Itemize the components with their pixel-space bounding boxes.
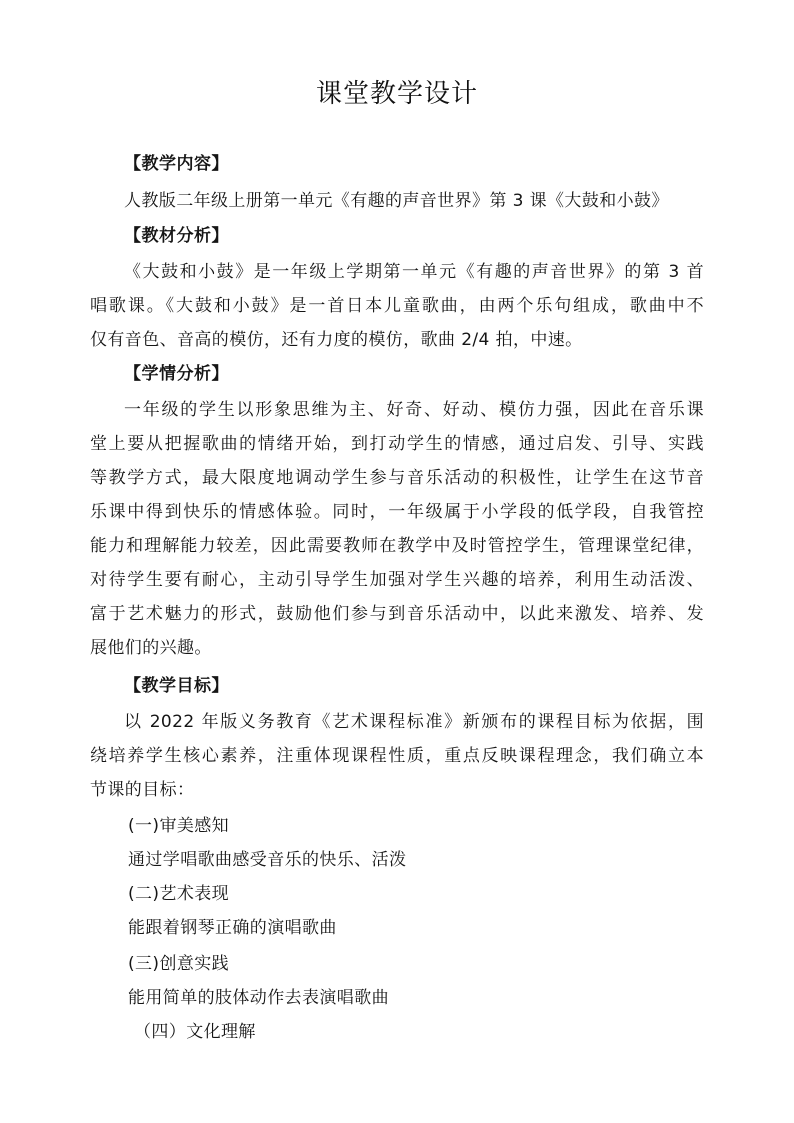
paragraph-line: 一年级的学生以形象思维为主、好奇、好动、模仿力强，因此在音乐课	[124, 400, 704, 420]
section-heading-material: 【教材分析】	[124, 226, 229, 246]
paragraph-line: 节课的目标：	[90, 780, 195, 800]
paragraph-line: 堂上要从把握歌曲的情绪开始，到打动学生的情感，通过启发、引导、实践	[90, 434, 704, 454]
paragraph-line: 绕培养学生核心素养，注重体现课程性质，重点反映课程理念，我们确立本	[90, 746, 704, 766]
goal-item-label: (二)艺术表现	[128, 884, 230, 904]
section-heading-goals: 【教学目标】	[124, 676, 229, 696]
paragraph-line: 能力和理解能力较差，因此需要教师在教学中及时管控学生，管理课堂纪律，	[90, 536, 704, 556]
paragraph-line: 以 2022 年版义务教育《艺术课程标准》新颁布的课程目标为依据，围	[124, 712, 704, 732]
paragraph-line: 乐课中得到快乐的情感体验。同时，一年级属于小学段的低学段，自我管控	[90, 502, 704, 522]
goal-item-label: (三)创意实践	[128, 954, 230, 974]
paragraph-line: 仅有音色、音高的模仿，还有力度的模仿，歌曲 2/4 拍，中速。	[90, 330, 583, 350]
goal-item-text: 能用简单的肢体动作去表演唱歌曲	[128, 988, 389, 1008]
paragraph-line: 对待学生要有耐心，主动引导学生加强对学生兴趣的培养，利用生动活泼、	[90, 570, 704, 590]
paragraph-line: 唱歌课。《大鼓和小鼓》是一首日本儿童歌曲，由两个乐句组成，歌曲中不	[90, 296, 704, 316]
goal-item-label: (一)审美感知	[128, 816, 230, 836]
paragraph-line: 等教学方式，最大限度地调动学生参与音乐活动的积极性，让学生在这节音	[90, 468, 704, 488]
page-title: 课堂教学设计	[315, 79, 478, 109]
section-heading-student: 【学情分析】	[124, 364, 229, 384]
goal-item-text: 能跟着钢琴正确的演唱歌曲	[128, 918, 337, 938]
section-heading-content: 【教学内容】	[124, 154, 229, 174]
goal-item-text: 通过学唱歌曲感受音乐的快乐、活泼	[128, 850, 407, 870]
paragraph-line: 展他们的兴趣。	[90, 638, 212, 658]
paragraph-line: 富于艺术魅力的形式，鼓励他们参与到音乐活动中，以此来激发、培养、发	[90, 604, 704, 624]
paragraph-line: 《大鼓和小鼓》是一年级上学期第一单元《有趣的声音世界》的第 3 首	[124, 262, 704, 282]
goal-item-label: （四）文化理解	[134, 1022, 256, 1042]
content-text: 人教版二年级上册第一单元《有趣的声音世界》第 3 课《大鼓和小鼓》	[124, 191, 669, 211]
